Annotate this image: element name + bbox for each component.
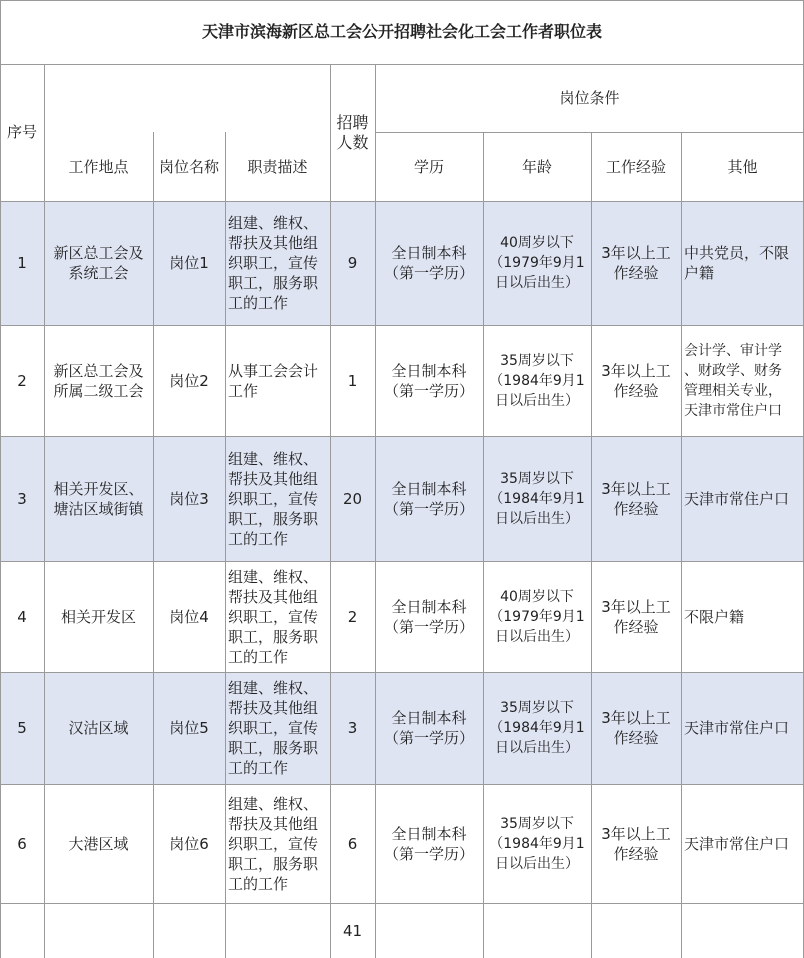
cell-seq: 5 [17, 719, 27, 737]
cell-education: 全日制本科 （第一学历） [383, 361, 474, 400]
cell-education: 全日制本科 （第一学历） [383, 597, 474, 636]
cell-position: 岗位2 [169, 371, 209, 390]
cell-experience: 3年以上工 作经验 [601, 244, 671, 282]
header-count: 招聘 人数 [336, 112, 369, 152]
header-experience: 工作经验 [605, 157, 666, 176]
cell-count: 9 [347, 254, 358, 272]
cell-duties: 组建、维权、 帮扶及其他组 织职工，宣传 职工，服务职 工的工作 [228, 567, 319, 666]
cell-duties: 组建、维权、 帮扶及其他组 织职工，宣传 职工，服务职 工的工作 [228, 794, 319, 893]
header-position: 岗位名称 [158, 157, 219, 176]
cell-age: 35周岁以下 （1984年9月1 日以后出生） [489, 352, 585, 409]
header-conditions: 岗位条件 [559, 89, 620, 107]
header-education: 学历 [413, 157, 444, 176]
cell-age: 35周岁以下 （1984年9月1 日以后出生） [489, 700, 585, 756]
cell-count: 2 [347, 607, 358, 626]
cell-experience: 3年以上工 作经验 [601, 361, 671, 400]
cell-other: 不限户籍 [684, 607, 745, 626]
cell-count: 20 [342, 489, 363, 508]
cell-location: 大港区域 [68, 834, 129, 853]
cell-location: 新区总工会及 系统工会 [53, 244, 144, 282]
cell-experience: 3年以上工 作经验 [601, 597, 671, 636]
cell-education: 全日制本科 （第一学历） [383, 709, 474, 747]
header-location: 工作地点 [68, 157, 129, 176]
header-seq: 序号 [6, 123, 37, 141]
cell-location: 相关开发区 [60, 607, 136, 626]
cell-experience: 3年以上工 作经验 [601, 709, 671, 747]
cell-age: 35周岁以下 （1984年9月1 日以后出生） [489, 470, 585, 527]
cell-other: 中共党员，不限 户籍 [684, 244, 790, 282]
cell-count: 3 [347, 719, 358, 737]
cell-location: 新区总工会及 所属二级工会 [53, 361, 144, 400]
cell-position: 岗位3 [169, 489, 209, 508]
cell-seq: 1 [17, 254, 27, 272]
header-duties: 职责描述 [247, 157, 308, 176]
cell-experience: 3年以上工 作经验 [601, 479, 671, 518]
cell-seq: 4 [17, 607, 27, 626]
cell-other: 天津市常住户口 [684, 834, 790, 853]
cell-count: 1 [347, 371, 358, 390]
cell-location: 相关开发区、 塘沽区域街镇 [53, 479, 144, 518]
cell-seq: 6 [17, 834, 27, 853]
cell-count: 6 [347, 834, 358, 853]
cell-age: 35周岁以下 （1984年9月1 日以后出生） [489, 815, 585, 872]
header-age: 年龄 [521, 157, 552, 176]
cell-duties: 从事工会会计 工作 [228, 361, 319, 400]
cell-duties: 组建、维权、 帮扶及其他组 织职工，宣传 职工，服务职 工的工作 [228, 214, 319, 312]
cell-position: 岗位5 [169, 719, 209, 737]
cell-other: 天津市常住户口 [684, 489, 790, 508]
cell-position: 岗位4 [169, 607, 209, 626]
cell-education: 全日制本科 （第一学历） [383, 479, 474, 518]
cell-position: 岗位1 [169, 254, 209, 272]
table-title: 天津市滨海新区总工会公开招聘社会化工会工作者职位表 [201, 22, 602, 41]
cell-seq: 2 [17, 371, 27, 390]
cell-other: 天津市常住户口 [684, 719, 790, 737]
cell-experience: 3年以上工 作经验 [601, 824, 671, 863]
cell-age: 40周岁以下 （1979年9月1 日以后出生） [489, 235, 585, 291]
cell-age: 40周岁以下 （1979年9月1 日以后出生） [489, 588, 585, 645]
cell-position: 岗位6 [169, 834, 209, 853]
cell-education: 全日制本科 （第一学历） [383, 824, 474, 863]
cell-other: 会计学、审计学 、财政学、财务 管理相关专业， 天津市常住户口 [684, 342, 782, 419]
total-count: 41 [342, 921, 363, 940]
header-other: 其他 [727, 157, 758, 176]
cell-education: 全日制本科 （第一学历） [383, 244, 474, 282]
cell-duties: 组建、维权、 帮扶及其他组 织职工，宣传 职工，服务职 工的工作 [228, 679, 319, 777]
cell-seq: 3 [17, 489, 27, 508]
cell-duties: 组建、维权、 帮扶及其他组 织职工，宣传 职工，服务职 工的工作 [228, 449, 319, 548]
cell-location: 汉沽区域 [68, 719, 129, 737]
